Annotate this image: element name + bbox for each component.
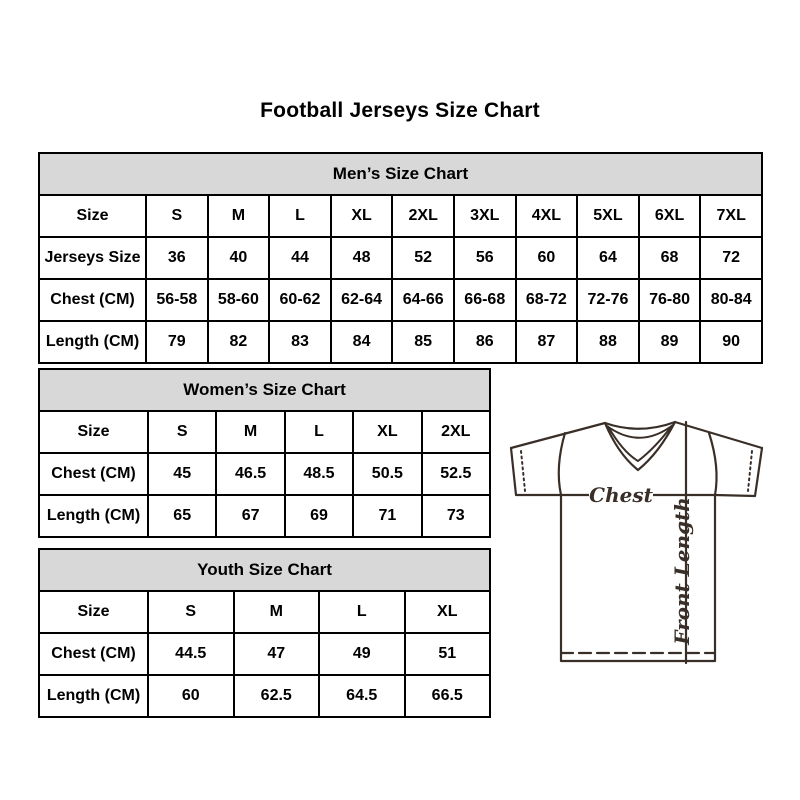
value-cell: 48: [331, 237, 393, 279]
right-sleeve-edge: [715, 448, 762, 496]
value-cell: 52: [392, 237, 454, 279]
value-cell: 52.5: [422, 453, 490, 495]
value-cell: 62.5: [234, 675, 320, 717]
row-label-cell: Length (CM): [39, 495, 148, 537]
left-cuff-dotted-line: [521, 451, 525, 491]
value-cell: 6XL: [639, 195, 701, 237]
table-section-title: Women’s Size Chart: [39, 369, 490, 411]
page-title: Football Jerseys Size Chart: [260, 99, 540, 122]
value-cell: 51: [405, 633, 491, 675]
table-row: [39, 195, 762, 237]
value-cell: 46.5: [216, 453, 284, 495]
row-label-cell: Jerseys Size: [39, 237, 146, 279]
value-cell: 69: [285, 495, 353, 537]
row-label-cell: Size: [39, 195, 146, 237]
table-row: [39, 675, 490, 717]
left-shoulder-line: [511, 423, 605, 448]
value-cell: 2XL: [392, 195, 454, 237]
collar-back-arc-outer: [605, 422, 675, 429]
table-row: [39, 495, 490, 537]
value-cell: 60: [148, 675, 234, 717]
front-length-label: Front Length: [670, 497, 694, 645]
value-cell: 66-68: [454, 279, 516, 321]
value-cell: M: [208, 195, 270, 237]
value-cell: 56-58: [146, 279, 208, 321]
value-cell: S: [148, 591, 234, 633]
value-cell: 84: [331, 321, 393, 363]
table-section-header-row: [39, 549, 490, 591]
value-cell: 68-72: [516, 279, 578, 321]
row-label-cell: Length (CM): [39, 321, 146, 363]
value-cell: 66.5: [405, 675, 491, 717]
right-shoulder-line: [675, 422, 762, 448]
value-cell: 58-60: [208, 279, 270, 321]
womens-size-table: [38, 368, 491, 538]
row-label-cell: Chest (CM): [39, 633, 148, 675]
value-cell: 49: [319, 633, 405, 675]
mens-size-table: [38, 152, 763, 364]
table-row: [39, 321, 762, 363]
row-label-cell: Length (CM): [39, 675, 148, 717]
jersey-outline: [511, 422, 762, 663]
row-label-cell: Chest (CM): [39, 453, 148, 495]
jersey-diagram: [505, 413, 767, 667]
table-row: [39, 411, 490, 453]
value-cell: 62-64: [331, 279, 393, 321]
row-label-cell: Chest (CM): [39, 279, 146, 321]
value-cell: 90: [700, 321, 762, 363]
value-cell: 86: [454, 321, 516, 363]
table-row: [39, 591, 490, 633]
value-cell: S: [148, 411, 216, 453]
table-section-title: Youth Size Chart: [39, 549, 490, 591]
value-cell: 44.5: [148, 633, 234, 675]
value-cell: 72: [700, 237, 762, 279]
table-row: [39, 453, 490, 495]
row-label-cell: Size: [39, 411, 148, 453]
table-row: [39, 237, 762, 279]
value-cell: 65: [148, 495, 216, 537]
table-section-title: Men’s Size Chart: [39, 153, 762, 195]
value-cell: 4XL: [516, 195, 578, 237]
table-row: [39, 633, 490, 675]
value-cell: XL: [353, 411, 421, 453]
value-cell: 85: [392, 321, 454, 363]
value-cell: 79: [146, 321, 208, 363]
value-cell: XL: [405, 591, 491, 633]
value-cell: 44: [269, 237, 331, 279]
value-cell: 89: [639, 321, 701, 363]
value-cell: 64.5: [319, 675, 405, 717]
value-cell: L: [269, 195, 331, 237]
value-cell: 2XL: [422, 411, 490, 453]
value-cell: 3XL: [454, 195, 516, 237]
value-cell: 64-66: [392, 279, 454, 321]
value-cell: 5XL: [577, 195, 639, 237]
value-cell: L: [319, 591, 405, 633]
value-cell: 71: [353, 495, 421, 537]
left-armhole-seam: [559, 433, 565, 495]
value-cell: 88: [577, 321, 639, 363]
value-cell: S: [146, 195, 208, 237]
value-cell: 83: [269, 321, 331, 363]
table-section-header-row: [39, 369, 490, 411]
value-cell: 82: [208, 321, 270, 363]
value-cell: 72-76: [577, 279, 639, 321]
value-cell: XL: [331, 195, 393, 237]
chest-label: Chest: [589, 483, 653, 507]
value-cell: 73: [422, 495, 490, 537]
value-cell: 60-62: [269, 279, 331, 321]
table-section-header-row: [39, 153, 762, 195]
youth-size-table: [38, 548, 491, 718]
row-label-cell: Size: [39, 591, 148, 633]
value-cell: 67: [216, 495, 284, 537]
right-armhole-seam: [709, 433, 717, 495]
value-cell: 64: [577, 237, 639, 279]
value-cell: M: [216, 411, 284, 453]
value-cell: 45: [148, 453, 216, 495]
table-row: [39, 279, 762, 321]
value-cell: 7XL: [700, 195, 762, 237]
value-cell: 87: [516, 321, 578, 363]
value-cell: 50.5: [353, 453, 421, 495]
value-cell: 76-80: [639, 279, 701, 321]
value-cell: 68: [639, 237, 701, 279]
value-cell: 47: [234, 633, 320, 675]
value-cell: 60: [516, 237, 578, 279]
value-cell: 48.5: [285, 453, 353, 495]
value-cell: L: [285, 411, 353, 453]
value-cell: 36: [146, 237, 208, 279]
value-cell: M: [234, 591, 320, 633]
value-cell: 40: [208, 237, 270, 279]
right-cuff-dotted-line: [748, 451, 752, 491]
value-cell: 56: [454, 237, 516, 279]
value-cell: 80-84: [700, 279, 762, 321]
left-sleeve-edge: [511, 448, 561, 495]
